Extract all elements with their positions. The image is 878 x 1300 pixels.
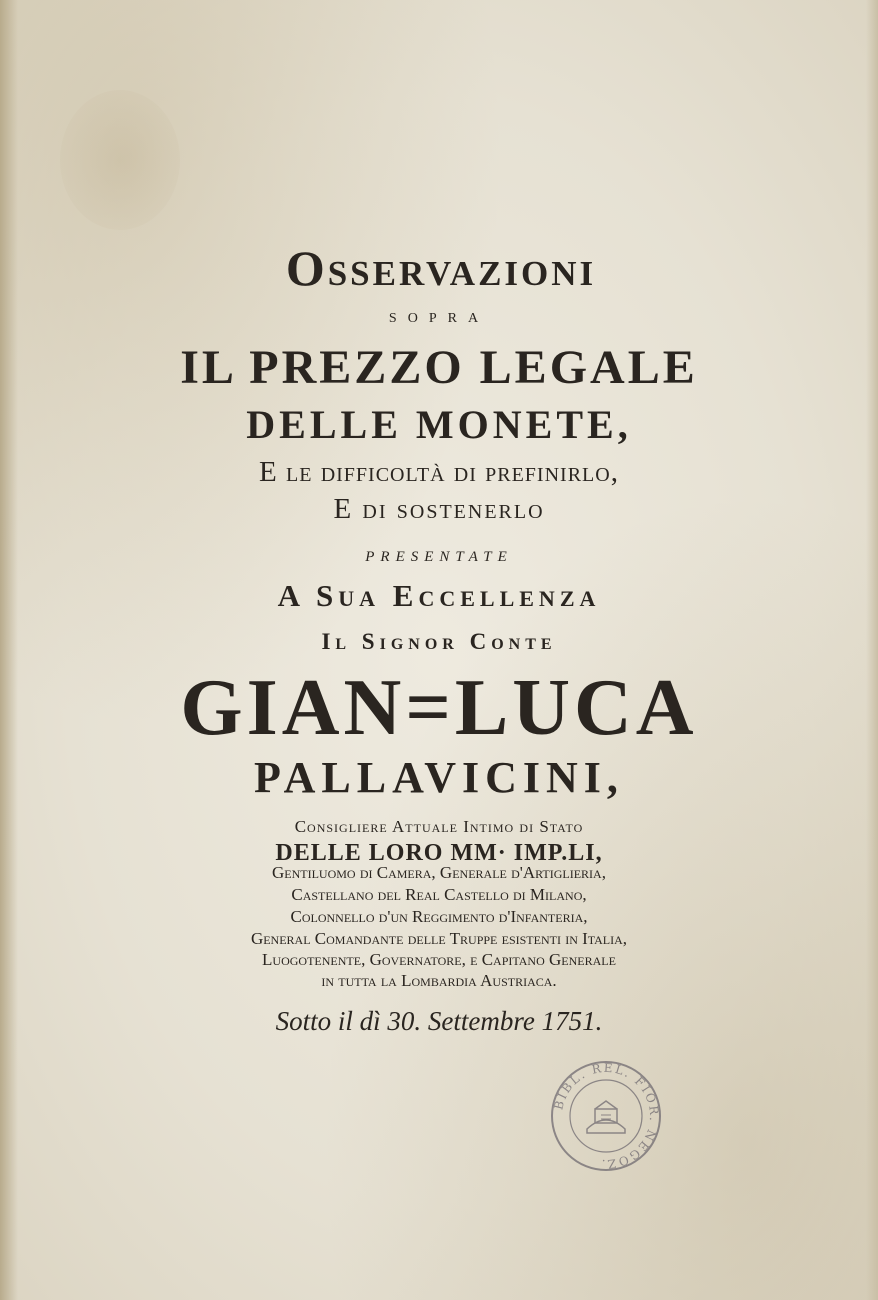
line-castellano: Castellano del Real Castello di Milano, [291, 885, 587, 904]
line-delle-loro: DELLE LORO MM· IMP.LI, [275, 840, 603, 866]
line-presentate: presentate [365, 541, 513, 566]
library-stamp [549, 1059, 663, 1173]
line-gentiluomo: Gentiluomo di Camera, Generale d'Artiglieria, [272, 863, 606, 882]
title-osservazioni: Osservazioni [285, 240, 597, 296]
line-lombardia: in tutta la Lombardia Austriaca. [321, 971, 557, 990]
line-gian-luca: GIAN=LUCA [180, 664, 698, 752]
line-consigliere: Consigliere Attuale Intimo di Stato [294, 817, 584, 836]
paper-stain [60, 90, 180, 230]
line-pallavicini: PALLAVICINI, [254, 753, 624, 802]
line-date: Sotto il dì 30. Settembre 1751. [275, 1006, 603, 1036]
stamp-text: BIBL. REL. FIOR. NEGOZ. [551, 1060, 662, 1172]
line-sua-eccellenza: A Sua Eccellenza [277, 578, 601, 613]
stamp-inner-ring [570, 1080, 642, 1152]
stamp-emblem-icon [587, 1101, 625, 1133]
line-luogotenente: Luogotenente, Governatore, e Capitano Generale [262, 950, 616, 969]
line-signor-conte: Il Signor Conte [321, 629, 557, 654]
line-difficolta: E le difficoltà di prefinirlo, [259, 456, 619, 488]
line-general-comandante: General Comandante delle Truppe esistenti in Italia, [250, 929, 628, 948]
line-sostenerlo: E di sostenerlo [333, 493, 545, 525]
line-delle-monete: DELLE MONETE, [246, 402, 632, 447]
line-prezzo-legale: IL PREZZO LEGALE [180, 341, 698, 394]
line-colonnello: Colonnello d'un Reggimento d'Infanteria, [290, 907, 588, 926]
line-sopra: sopra [388, 305, 490, 327]
